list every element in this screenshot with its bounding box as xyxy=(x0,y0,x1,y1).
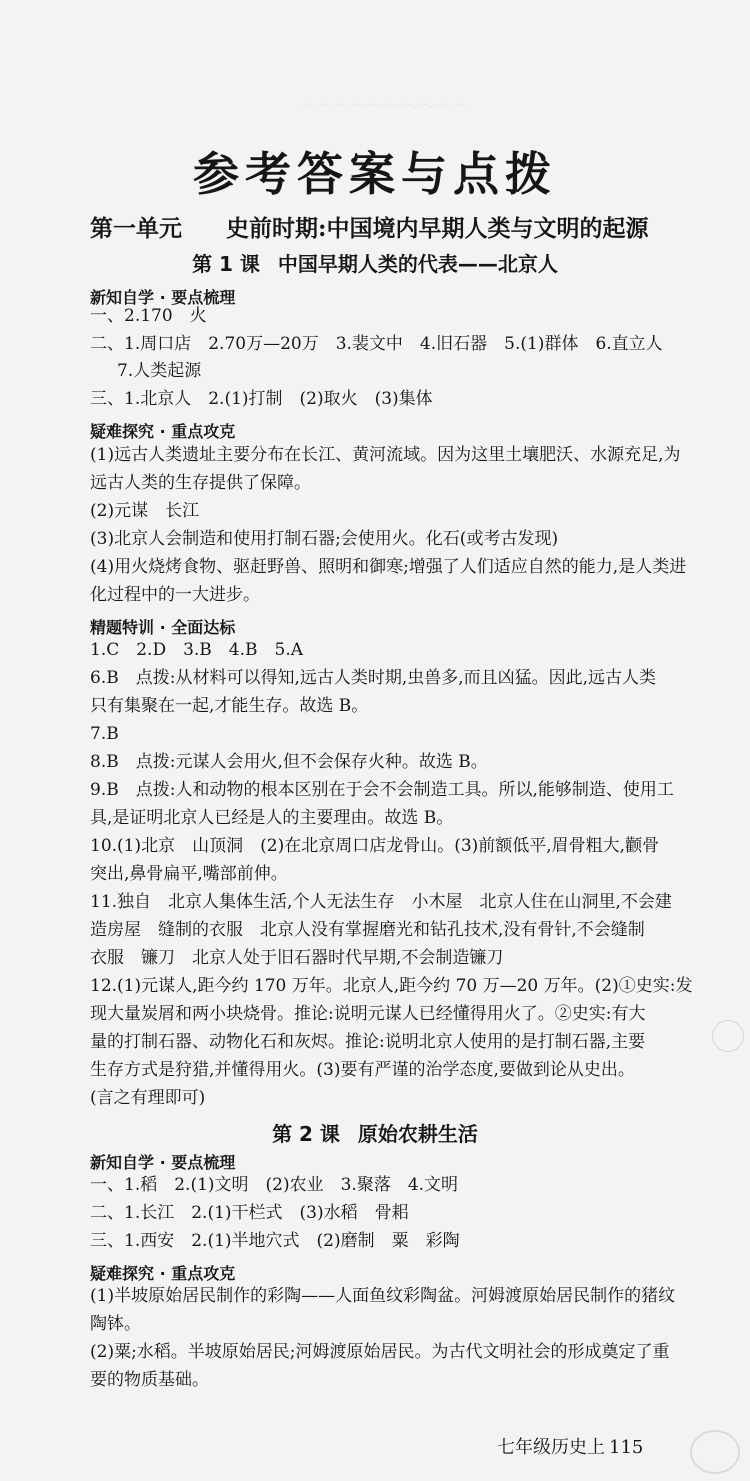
answer-line: 一、1.稻 2.(1)文明 (2)农业 3.聚落 4.文明 xyxy=(90,1175,459,1195)
answer-line: (4)用火烧烤食物、驱赶野兽、照明和御寒;增强了人们适应自然的能力,是人类进 xyxy=(90,557,687,577)
answer-line: 7.B xyxy=(90,724,119,744)
unit-name: 史前时期:中国境内早期人类与文明的起源 xyxy=(226,215,649,242)
answer-line: 12.(1)元谋人,距今约 170 万年。北京人,距今约 70 万—20 万年。(2)①史实:发 xyxy=(90,976,693,996)
answer-line: (言之有理即可) xyxy=(90,1088,206,1108)
section-heading: 精题特训 · 全面达标 xyxy=(90,618,236,637)
answer-line: 陶钵。 xyxy=(90,1314,141,1334)
section-heading: 新知自学 · 要点梳理 xyxy=(90,288,236,307)
answer-line: (2)粟;水稻。半坡原始居民;河姆渡原始居民。为古代文明社会的形成奠定了重 xyxy=(90,1342,670,1362)
answer-line: 远古人类的生存提供了保障。 xyxy=(90,473,311,493)
answer-line: 只有集聚在一起,才能生存。故选 B。 xyxy=(90,696,369,716)
answer-line: 9.B 点拨:人和动物的根本区别在于会不会制造工具。所以,能够制造、使用工 xyxy=(90,780,674,800)
unit-label: 第一单元 xyxy=(90,215,182,242)
bleed-through-text: ～～～～～～～～～～ xyxy=(300,97,470,117)
answer-line: 突出,鼻骨扁平,嘴部前伸。 xyxy=(90,864,288,884)
answer-line: 现大量炭屑和两小块烧骨。推论:说明元谋人已经懂得用火了。②史实:有大 xyxy=(90,1004,646,1024)
footer-label: 七年级历史上 xyxy=(497,1437,605,1458)
answer-line: 三、1.西安 2.(1)半地穴式 (2)磨制 粟 彩陶 xyxy=(90,1231,460,1251)
corner-watermark-logo xyxy=(690,1430,740,1474)
lesson-1-name: 中国早期人类的代表——北京人 xyxy=(277,252,558,276)
lesson-1-number: 第 1 课 xyxy=(192,252,260,276)
page-title: 参考答案与点拨 xyxy=(193,147,557,201)
answer-line: 要的物质基础。 xyxy=(90,1370,209,1390)
answer-line: 二、1.长江 2.(1)干栏式 (3)水稻 骨耜 xyxy=(90,1203,409,1223)
answer-line: 10.(1)北京 山顶洞 (2)在北京周口店龙骨山。(3)前额低平,眉骨粗大,颧骨 xyxy=(90,836,660,856)
lesson-2-number: 第 2 课 xyxy=(272,1122,340,1146)
lesson-2-name: 原始农耕生活 xyxy=(357,1122,478,1146)
section-heading: 新知自学 · 要点梳理 xyxy=(90,1153,236,1172)
answer-line: (2)元谋 长江 xyxy=(90,501,200,521)
answer-line: 1.C 2.D 3.B 4.B 5.A xyxy=(90,640,303,660)
answer-line: 7.人类起源 xyxy=(117,361,202,381)
lesson-2-heading xyxy=(0,1118,750,1147)
answer-line: 一、2.170 火 xyxy=(90,306,207,326)
lesson-1-heading xyxy=(0,248,750,277)
answer-line: 衣服 镰刀 北京人处于旧石器时代早期,不会制造镰刀 xyxy=(90,948,504,968)
answer-line: 造房屋 缝制的衣服 北京人没有掌握磨光和钻孔技术,没有骨针,不会缝制 xyxy=(90,920,645,940)
page-number: 115 xyxy=(609,1437,644,1458)
answer-line: 11.独自 北京人集体生活,个人无法生存 小木屋 北京人住在山洞里,不会建 xyxy=(90,892,672,912)
section-heading: 疑难探究 · 重点攻克 xyxy=(90,422,236,441)
watermark-stamp xyxy=(712,1020,744,1052)
answer-line: 量的打制石器、动物化石和灰烬。推论:说明北京人使用的是打制石器,主要 xyxy=(90,1032,646,1052)
answer-line: 具,是证明北京人已经是人的主要理由。故选 B。 xyxy=(90,808,454,828)
answer-line: 二、1.周口店 2.70万—20万 3.裴文中 4.旧石器 5.(1)群体 6.直立人 xyxy=(90,334,663,354)
answer-line: (1)半坡原始居民制作的彩陶——人面鱼纹彩陶盆。河姆渡原始居民制作的猪纹 xyxy=(90,1286,676,1306)
answer-line: (3)北京人会制造和使用打制石器;会使用火。化石(或考古发现) xyxy=(90,529,559,549)
answer-line: 8.B 点拨:元谋人会用火,但不会保存火种。故选 B。 xyxy=(90,752,488,772)
answer-line: 化过程中的一大进步。 xyxy=(90,585,260,605)
answer-line: 6.B 点拨:从材料可以得知,远古人类时期,虫兽多,而且凶猛。因此,远古人类 xyxy=(90,668,657,688)
answer-line: 三、1.北京人 2.(1)打制 (2)取火 (3)集体 xyxy=(90,389,433,409)
unit-heading xyxy=(90,210,730,243)
answer-line: (1)远古人类遗址主要分布在长江、黄河流域。因为这里土壤肥沃、水源充足,为 xyxy=(90,445,681,465)
section-heading: 疑难探究 · 重点攻克 xyxy=(90,1264,236,1283)
answer-line: 生存方式是狩猎,并懂得用火。(3)要有严谨的治学态度,要做到论从史出。 xyxy=(90,1060,635,1080)
page-footer xyxy=(497,1433,643,1459)
